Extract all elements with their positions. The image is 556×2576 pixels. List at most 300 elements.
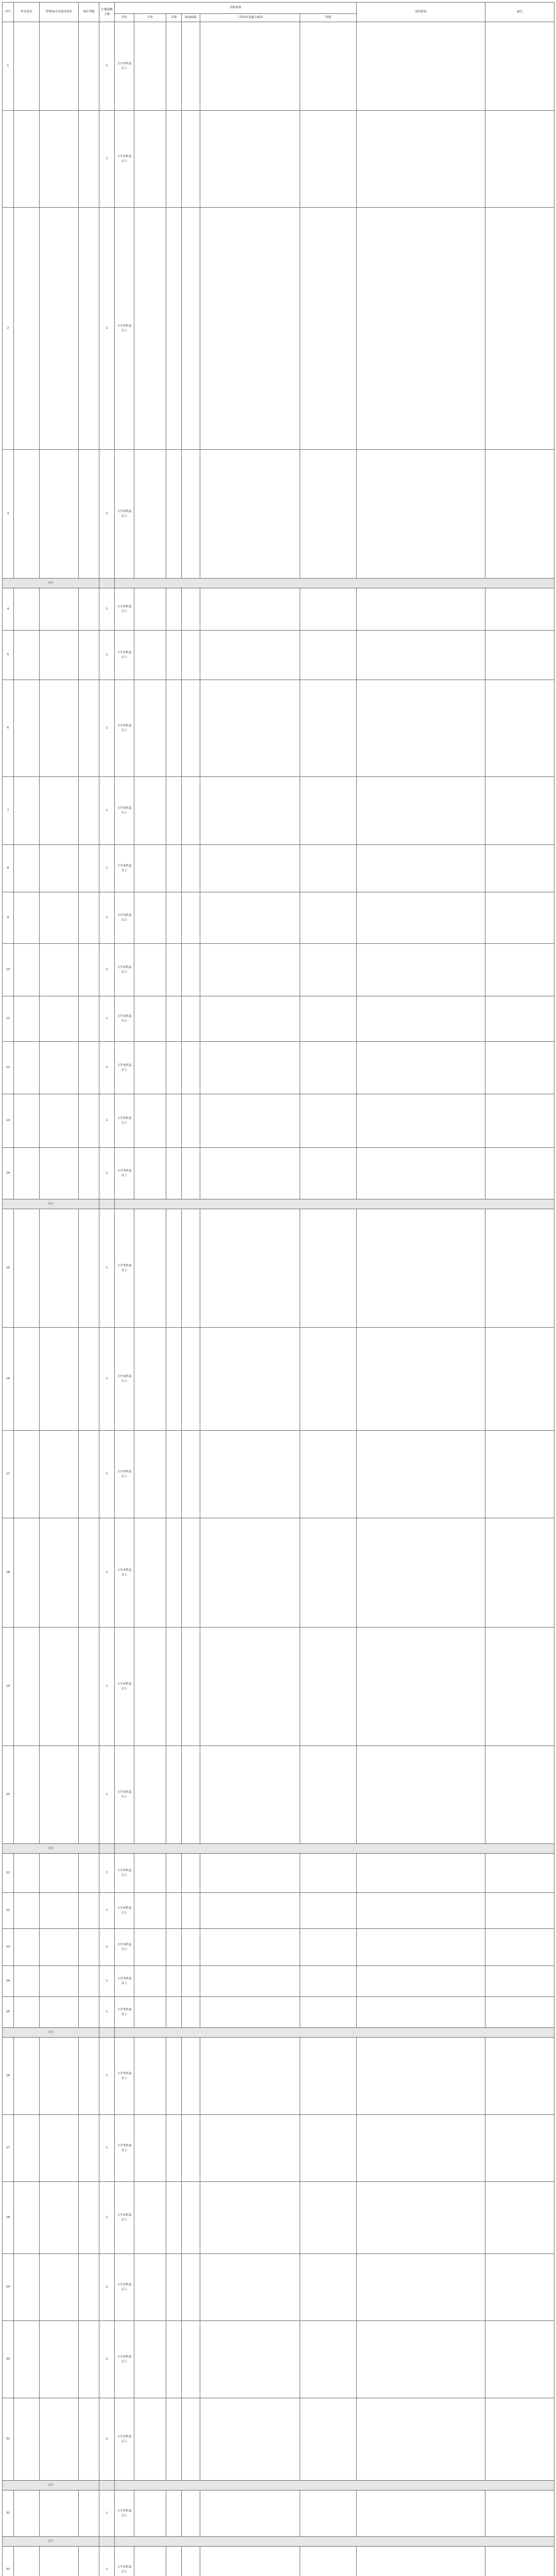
- table-row: [3, 2038, 554, 2115]
- cell-edu: 大学本科及以上: [115, 1893, 134, 1929]
- cell-edu: 大学本科及以上: [115, 2547, 134, 2576]
- cell-major: [134, 1209, 166, 1328]
- cell-req: [200, 631, 300, 680]
- cell-num: 1: [99, 1042, 115, 1094]
- table-row: [3, 2398, 554, 2481]
- cell-dept: [14, 1929, 40, 1966]
- cell-other: [300, 1929, 357, 1966]
- cell-note: [485, 1746, 554, 1844]
- cell-edu: 大学本科及以上: [115, 2398, 134, 2481]
- cell-num: 1: [99, 680, 115, 777]
- table-row: [3, 1966, 554, 1997]
- cell-dept: [14, 996, 40, 1042]
- cell-level: [79, 944, 99, 996]
- cell-duty: [357, 2038, 485, 2115]
- cell-req: [200, 777, 300, 845]
- cell-level: [79, 680, 99, 777]
- cell-num: 1: [99, 996, 115, 1042]
- cell-other: [300, 892, 357, 944]
- cell-req: [200, 1431, 300, 1518]
- cell-edu: 大学本科及以上: [115, 1997, 134, 2028]
- cell-post: [40, 2038, 79, 2115]
- cell-no: 17: [3, 1431, 14, 1518]
- cell-dept: [14, 2490, 40, 2537]
- cell-req: [200, 1854, 300, 1893]
- cell-edu: 大学本科及以上: [115, 208, 134, 450]
- cell-level: [79, 845, 99, 892]
- cell-age: [166, 1094, 182, 1148]
- cell-pol: [182, 996, 200, 1042]
- cell-duty: [357, 1997, 485, 2028]
- cell-post: [40, 1148, 79, 1199]
- cell-duty: [357, 2254, 485, 2321]
- table-row: [3, 2115, 554, 2182]
- cell-level: [79, 1628, 99, 1746]
- cell-num: 1: [99, 1209, 115, 1328]
- cell-no: 28: [3, 2182, 14, 2254]
- cell-other: [300, 208, 357, 450]
- cell-dept: [14, 1997, 40, 2028]
- cell-note: [485, 1148, 554, 1199]
- cell-edu: 大学本科及以上: [115, 1746, 134, 1844]
- cell-age: [166, 450, 182, 579]
- cell-edu: 大学本科及以上: [115, 22, 134, 111]
- cell-major: [134, 1893, 166, 1929]
- table-row: [3, 2547, 554, 2576]
- cell-post: [40, 1929, 79, 1966]
- cell-other: [300, 2115, 357, 2182]
- cell-duty: [357, 1042, 485, 1094]
- cell-note: [485, 2182, 554, 2254]
- cell-no: 4: [3, 588, 14, 631]
- cell-post: [40, 1997, 79, 2028]
- cell-level: [79, 1929, 99, 1966]
- cell-other: [300, 1746, 357, 1844]
- cell-age: [166, 2547, 182, 2576]
- cell-duty: [357, 631, 485, 680]
- cell-no: [3, 111, 14, 208]
- cell-pol: [182, 1628, 200, 1746]
- cell-level: [79, 208, 99, 450]
- cell-major: [134, 996, 166, 1042]
- header-other: 其他: [300, 14, 357, 22]
- header-qualification-group: 任职资格: [115, 3, 357, 14]
- cell-edu: 大学本科及以上: [115, 680, 134, 777]
- cell-dept: [14, 631, 40, 680]
- cell-req: [200, 208, 300, 450]
- subtotal-row: [3, 579, 554, 588]
- cell-age: [166, 1997, 182, 2028]
- cell-edu: 大学本科及以上: [115, 1328, 134, 1431]
- cell-note: [485, 631, 554, 680]
- cell-level: [79, 2321, 99, 2398]
- cell-note: [485, 1893, 554, 1929]
- cell-duty: [357, 22, 485, 111]
- cell-req: [200, 892, 300, 944]
- cell-post: [40, 1328, 79, 1431]
- cell-age: [166, 2321, 182, 2398]
- cell-age: [166, 892, 182, 944]
- cell-note: [485, 22, 554, 111]
- cell-note: [485, 1997, 554, 2028]
- cell-level: [79, 2398, 99, 2481]
- cell-duty: [357, 845, 485, 892]
- cell-age: [166, 2490, 182, 2537]
- cell-note: [485, 1094, 554, 1148]
- cell-note: [485, 845, 554, 892]
- cell-age: [166, 22, 182, 111]
- cell-no: 20: [3, 1746, 14, 1844]
- table-row: [3, 111, 554, 208]
- cell-pol: [182, 944, 200, 996]
- cell-req: [200, 1042, 300, 1094]
- cell-duty: [357, 892, 485, 944]
- cell-major: [134, 1518, 166, 1628]
- cell-req: [200, 996, 300, 1042]
- cell-pol: [182, 2115, 200, 2182]
- cell-edu: 大学本科及以上: [115, 845, 134, 892]
- cell-edu: 大学本科及以上: [115, 2115, 134, 2182]
- cell-post: [40, 1094, 79, 1148]
- cell-pol: [182, 2398, 200, 2481]
- cell-level: [79, 2038, 99, 2115]
- cell-duty: [357, 2547, 485, 2576]
- cell-level: [79, 111, 99, 208]
- cell-num: 1: [99, 2182, 115, 2254]
- cell-dept: [14, 208, 40, 450]
- cell-num: 1: [99, 892, 115, 944]
- cell-pol: [182, 2254, 200, 2321]
- cell-no: 30: [3, 2321, 14, 2398]
- cell-req: [200, 1746, 300, 1844]
- recruitment-table: [2, 2, 554, 2576]
- cell-post: [40, 588, 79, 631]
- table-row: [3, 1148, 554, 1199]
- cell-note: [485, 1209, 554, 1328]
- cell-pol: [182, 1148, 200, 1199]
- cell-pol: [182, 1431, 200, 1518]
- subtotal-filler: [115, 1844, 554, 1854]
- cell-pol: [182, 2038, 200, 2115]
- cell-major: [134, 450, 166, 579]
- cell-level: [79, 1518, 99, 1628]
- cell-dept: [14, 777, 40, 845]
- cell-age: [166, 111, 182, 208]
- subtotal-filler: [115, 2537, 554, 2547]
- cell-req: [200, 1628, 300, 1746]
- cell-no: 31: [3, 2398, 14, 2481]
- cell-other: [300, 1042, 357, 1094]
- cell-edu: 大学本科及以上: [115, 2321, 134, 2398]
- cell-req: [200, 588, 300, 631]
- cell-dept: [14, 1148, 40, 1199]
- cell-level: [79, 1094, 99, 1148]
- cell-num: 1: [99, 777, 115, 845]
- cell-other: [300, 1148, 357, 1199]
- cell-other: [300, 2038, 357, 2115]
- cell-no: 15: [3, 1209, 14, 1328]
- cell-no: 11: [3, 996, 14, 1042]
- cell-no: 26: [3, 2038, 14, 2115]
- cell-other: [300, 1328, 357, 1431]
- cell-no: 23: [3, 1929, 14, 1966]
- table-row: [3, 588, 554, 631]
- cell-other: [300, 845, 357, 892]
- table-row: [3, 2321, 554, 2398]
- cell-edu: 大学本科及以上: [115, 2038, 134, 2115]
- cell-req: [200, 944, 300, 996]
- cell-note: [485, 2321, 554, 2398]
- cell-age: [166, 2115, 182, 2182]
- cell-dept: [14, 845, 40, 892]
- cell-major: [134, 2182, 166, 2254]
- cell-other: [300, 588, 357, 631]
- cell-age: [166, 208, 182, 450]
- cell-other: [300, 111, 357, 208]
- cell-pol: [182, 2182, 200, 2254]
- table-row: [3, 777, 554, 845]
- cell-major: [134, 2490, 166, 2537]
- subtotal-count: [99, 2481, 115, 2490]
- cell-edu: 大学本科及以上: [115, 1854, 134, 1893]
- cell-other: [300, 2321, 357, 2398]
- cell-pol: [182, 1746, 200, 1844]
- cell-num: 1: [99, 1518, 115, 1628]
- subtotal-count: [99, 2537, 115, 2547]
- cell-post: [40, 680, 79, 777]
- cell-req: [200, 2321, 300, 2398]
- cell-note: [485, 944, 554, 996]
- cell-note: [485, 1328, 554, 1431]
- cell-post: [40, 2115, 79, 2182]
- cell-num: 1: [99, 2321, 115, 2398]
- subtotal-row: [3, 2028, 554, 2038]
- cell-post: [40, 2398, 79, 2481]
- cell-pol: [182, 1209, 200, 1328]
- cell-edu: 大学本科及以上: [115, 892, 134, 944]
- cell-other: [300, 2490, 357, 2537]
- cell-duty: [357, 1431, 485, 1518]
- subtotal-row: [3, 1844, 554, 1854]
- cell-pol: [182, 2547, 200, 2576]
- cell-level: [79, 1431, 99, 1518]
- cell-no: 7: [3, 777, 14, 845]
- cell-req: [200, 1929, 300, 1966]
- cell-dept: [14, 1518, 40, 1628]
- cell-num: 1: [99, 2490, 115, 2537]
- cell-age: [166, 680, 182, 777]
- cell-edu: 大学本科及以上: [115, 1966, 134, 1997]
- cell-age: [166, 944, 182, 996]
- cell-no: 13: [3, 1094, 14, 1148]
- table-row: [3, 22, 554, 111]
- cell-no: 32: [3, 2490, 14, 2537]
- cell-num: 1: [99, 1997, 115, 2028]
- cell-dept: [14, 2038, 40, 2115]
- cell-major: [134, 1042, 166, 1094]
- cell-dept: [14, 1966, 40, 1997]
- header-post: 管理岗/专业技术岗位: [40, 3, 79, 22]
- cell-edu: 大学本科及以上: [115, 1042, 134, 1094]
- table-row: [3, 944, 554, 996]
- cell-major: [134, 22, 166, 111]
- cell-note: [485, 2254, 554, 2321]
- cell-age: [166, 631, 182, 680]
- subtotal-label: 小计: [3, 1199, 99, 1209]
- cell-note: [485, 2115, 554, 2182]
- cell-duty: [357, 1094, 485, 1148]
- cell-num: 1: [99, 2254, 115, 2321]
- cell-other: [300, 2398, 357, 2481]
- cell-other: [300, 777, 357, 845]
- cell-major: [134, 2115, 166, 2182]
- cell-req: [200, 2182, 300, 2254]
- header-pol: 政治面貌: [182, 14, 200, 22]
- cell-num: 1: [99, 111, 115, 208]
- cell-post: [40, 2254, 79, 2321]
- cell-age: [166, 1148, 182, 1199]
- cell-duty: [357, 680, 485, 777]
- cell-no: 29: [3, 2254, 14, 2321]
- cell-major: [134, 1328, 166, 1431]
- cell-age: [166, 1209, 182, 1328]
- cell-other: [300, 996, 357, 1042]
- table-row: [3, 1746, 554, 1844]
- cell-edu: 大学本科及以上: [115, 996, 134, 1042]
- subtotal-label: 小计: [3, 2028, 99, 2038]
- cell-pol: [182, 892, 200, 944]
- cell-num: 1: [99, 845, 115, 892]
- cell-edu: 大学本科及以上: [115, 111, 134, 208]
- cell-level: [79, 2182, 99, 2254]
- cell-req: [200, 22, 300, 111]
- table-row: [3, 1997, 554, 2028]
- cell-pol: [182, 1042, 200, 1094]
- cell-post: [40, 1042, 79, 1094]
- cell-pol: [182, 450, 200, 579]
- cell-pol: [182, 1094, 200, 1148]
- cell-post: [40, 111, 79, 208]
- cell-num: 1: [99, 1854, 115, 1893]
- cell-post: [40, 2490, 79, 2537]
- cell-post: [40, 777, 79, 845]
- cell-age: [166, 845, 182, 892]
- cell-duty: [357, 1209, 485, 1328]
- cell-pol: [182, 1328, 200, 1431]
- cell-level: [79, 2547, 99, 2576]
- cell-edu: 大学本科及以上: [115, 1518, 134, 1628]
- cell-req: [200, 2254, 300, 2321]
- cell-no: 1: [3, 22, 14, 111]
- header-edu: 学历: [115, 14, 134, 22]
- cell-edu: 大学本科及以上: [115, 1209, 134, 1328]
- cell-dept: [14, 111, 40, 208]
- cell-level: [79, 996, 99, 1042]
- cell-post: [40, 1518, 79, 1628]
- cell-dept: [14, 2115, 40, 2182]
- cell-no: 3: [3, 450, 14, 579]
- cell-age: [166, 996, 182, 1042]
- cell-req: [200, 2490, 300, 2537]
- cell-no: 18: [3, 1518, 14, 1628]
- cell-level: [79, 1893, 99, 1929]
- header-req: 工作经历及能力要求: [200, 14, 300, 22]
- cell-age: [166, 1893, 182, 1929]
- cell-age: [166, 1966, 182, 1997]
- cell-post: [40, 1209, 79, 1328]
- cell-other: [300, 450, 357, 579]
- cell-duty: [357, 1746, 485, 1844]
- cell-level: [79, 1746, 99, 1844]
- header-no: 序号: [3, 3, 14, 22]
- cell-note: [485, 450, 554, 579]
- cell-other: [300, 2254, 357, 2321]
- cell-duty: [357, 1966, 485, 1997]
- cell-major: [134, 680, 166, 777]
- cell-level: [79, 2115, 99, 2182]
- cell-dept: [14, 450, 40, 579]
- cell-pol: [182, 2490, 200, 2537]
- cell-duty: [357, 777, 485, 845]
- cell-major: [134, 845, 166, 892]
- cell-level: [79, 631, 99, 680]
- cell-post: [40, 1628, 79, 1746]
- cell-major: [134, 2254, 166, 2321]
- cell-num: 1: [99, 1893, 115, 1929]
- table-row: [3, 845, 554, 892]
- table-row: [3, 631, 554, 680]
- cell-dept: [14, 1094, 40, 1148]
- cell-level: [79, 1209, 99, 1328]
- cell-age: [166, 1042, 182, 1094]
- cell-dept: [14, 680, 40, 777]
- cell-age: [166, 1431, 182, 1518]
- cell-dept: [14, 1854, 40, 1893]
- table-row: [3, 1929, 554, 1966]
- cell-major: [134, 1431, 166, 1518]
- cell-major: [134, 208, 166, 450]
- cell-edu: 大学本科及以上: [115, 1431, 134, 1518]
- cell-age: [166, 588, 182, 631]
- cell-other: [300, 1431, 357, 1518]
- cell-no: 16: [3, 1328, 14, 1431]
- cell-other: [300, 1628, 357, 1746]
- table-row: [3, 1094, 554, 1148]
- cell-major: [134, 944, 166, 996]
- cell-post: [40, 1431, 79, 1518]
- cell-no: 9: [3, 892, 14, 944]
- cell-req: [200, 1997, 300, 2028]
- cell-age: [166, 1628, 182, 1746]
- cell-other: [300, 2182, 357, 2254]
- subtotal-label: 小计: [3, 2481, 99, 2490]
- cell-duty: [357, 1893, 485, 1929]
- cell-pol: [182, 588, 200, 631]
- cell-other: [300, 1094, 357, 1148]
- cell-dept: [14, 1209, 40, 1328]
- table-row: [3, 2490, 554, 2537]
- cell-duty: [357, 588, 485, 631]
- cell-duty: [357, 111, 485, 208]
- cell-major: [134, 1854, 166, 1893]
- cell-edu: 大学本科及以上: [115, 777, 134, 845]
- cell-duty: [357, 1518, 485, 1628]
- cell-major: [134, 2547, 166, 2576]
- cell-duty: [357, 1929, 485, 1966]
- cell-duty: [357, 2115, 485, 2182]
- cell-req: [200, 111, 300, 208]
- cell-edu: 大学本科及以上: [115, 588, 134, 631]
